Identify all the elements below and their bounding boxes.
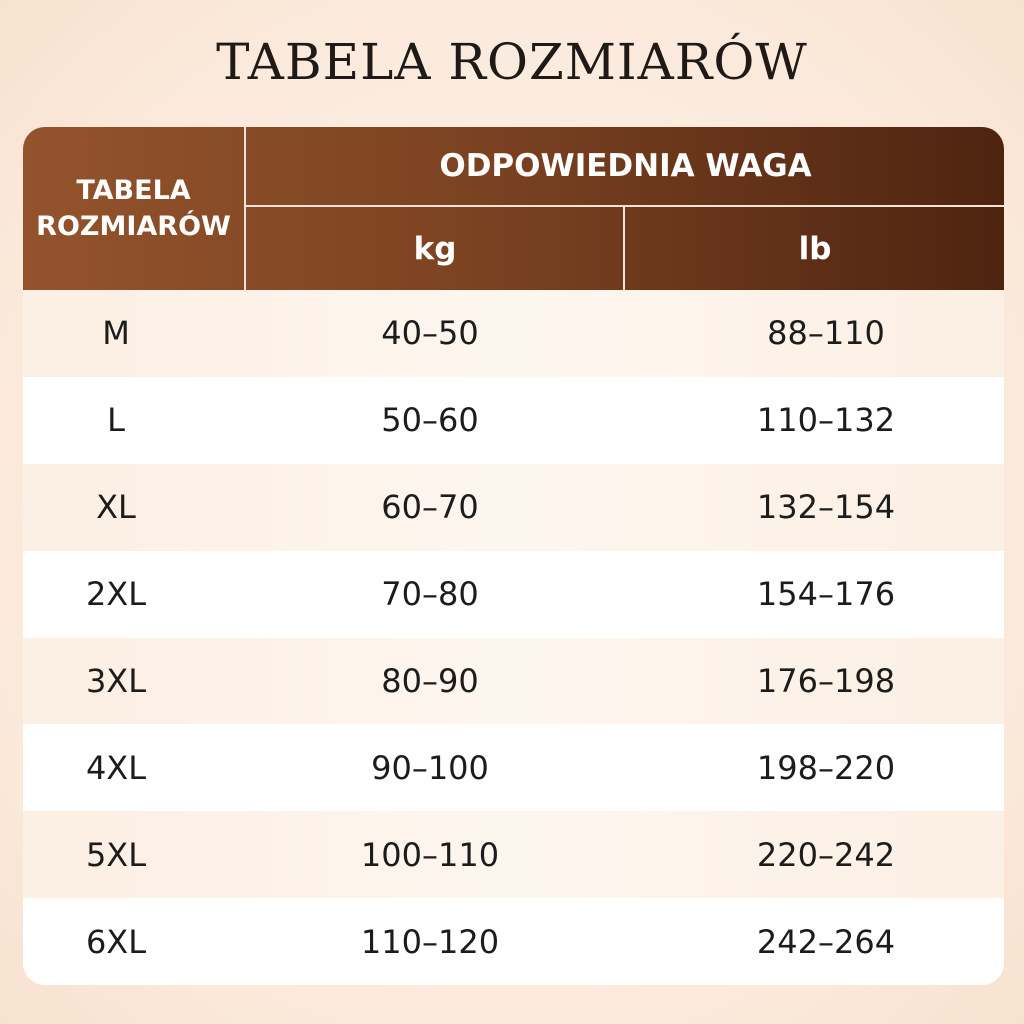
size-cell: L <box>107 401 125 440</box>
kg-cell: 90–100 <box>371 748 489 787</box>
kg-cell: 80–90 <box>381 662 479 700</box>
table-row <box>23 464 1004 551</box>
table-row <box>23 724 1004 811</box>
header-kg-cell: kg <box>413 231 457 267</box>
size-cell: 3XL <box>85 662 147 700</box>
table-row <box>23 377 1004 464</box>
page-title: TABELA ROZMIARÓW <box>216 33 808 91</box>
kg-cell: 60–70 <box>381 488 479 527</box>
table-header <box>23 127 1004 290</box>
size-cell: 2XL <box>85 575 147 614</box>
kg-cell: 50–60 <box>381 401 479 440</box>
table-row <box>23 290 1004 377</box>
size-cell: 6XL <box>85 922 147 961</box>
table-row <box>23 898 1004 985</box>
lb-cell: 110–132 <box>756 401 896 440</box>
table-body <box>23 290 1004 985</box>
size-cell: 4XL <box>85 748 147 787</box>
lb-cell: 198–220 <box>756 748 896 787</box>
lb-cell: 220–242 <box>756 835 896 874</box>
lb-cell: 176–198 <box>756 662 896 700</box>
size-cell: 5XL <box>85 835 147 874</box>
header-divider-horizontal <box>246 205 1004 207</box>
header-weight-cell: ODPOWIEDNIA WAGA <box>439 148 812 184</box>
kg-cell: 100–110 <box>360 835 500 874</box>
kg-cell: 110–120 <box>360 922 500 961</box>
lb-cell: 154–176 <box>756 575 896 614</box>
kg-cell: 70–80 <box>381 575 479 614</box>
size-cell: M <box>102 314 130 353</box>
header-size-line2: ROZMIARÓW <box>36 210 231 242</box>
kg-cell: 40–50 <box>381 314 479 353</box>
header-size-cell <box>23 127 244 290</box>
header-lb-cell: lb <box>798 231 832 267</box>
header-size-line1: TABELA <box>76 174 191 206</box>
lb-cell: 242–264 <box>756 922 896 961</box>
table-row <box>23 811 1004 898</box>
size-chart-table <box>23 127 1004 985</box>
size-cell: XL <box>96 488 136 527</box>
header-divider-kg-lb <box>623 207 625 290</box>
lb-cell: 132–154 <box>756 488 896 527</box>
table-row <box>23 551 1004 638</box>
table-row <box>23 638 1004 725</box>
lb-cell: 88–110 <box>767 314 885 353</box>
header-divider-vertical <box>244 127 246 290</box>
